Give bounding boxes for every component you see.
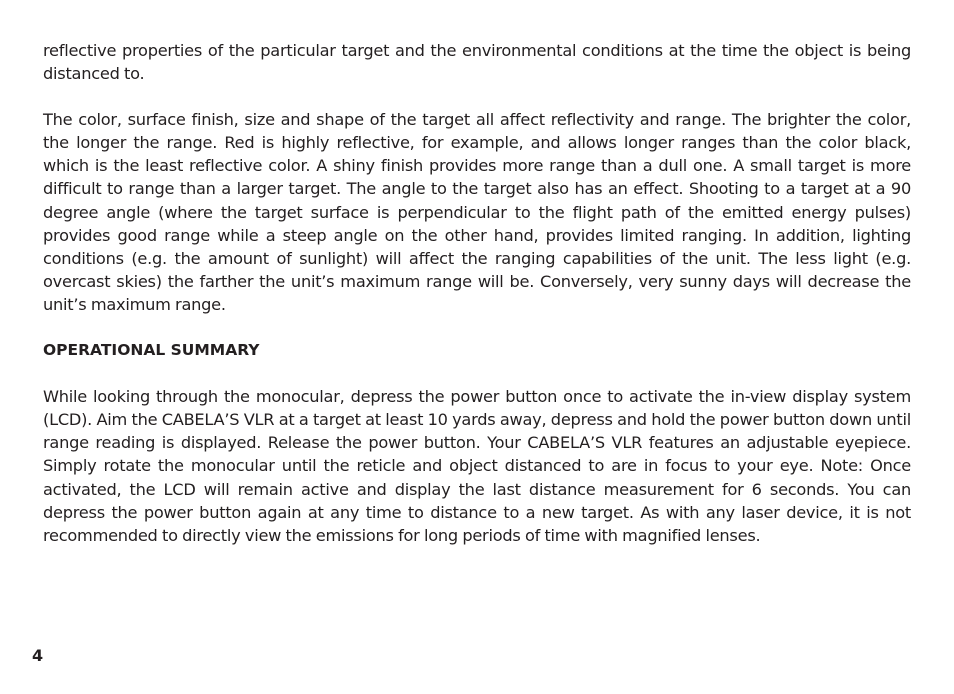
page-number: 4 (32, 646, 44, 665)
paragraph-operational-summary: While looking through the monocular, depress the power button once to activate the in-view display system (LCD). Aim the CABELA’S VLR at a target at least 10 yards away, depress and hold the power button down until range reading is displayed. Release the power button. Your CABELA’S VLR features an adjustable eyepiece. Simply rotate the monocular until the reticle and object distanced to are in focus to your eye. Note: Once activated, the LCD will remain active and display the last distance measurement for 6 seconds. You can depress the power button again at any time to distance to a new target. As with any laser device, it is not recommended to directly view the emissions for long periods of time with magnified lenses. (43, 387, 911, 545)
paragraph-reflective-properties: reflective properties of the particular target and the environmental conditions at the time the object is being distanced to. (43, 41, 911, 84)
page-content (43, 39, 911, 547)
paragraph-target-reflectivity: The color, surface finish, size and shape of the target all affect reflectivity and range. The brighter the color, the longer the range. Red is highly reflective, for example, and allows longer ranges than the color black, which is the least reflective color. A shiny finish provides more range than a dull one. A small target is more difficult to range than a larger target. The angle to the target also has an effect. Shooting to a target at a 90 degree angle (where the target surface is perpendicular to the flight path of the emitted energy pulses) provides good range while a steep angle on the other hand, provides limited ranging. In addition, lighting conditions (e.g. the amount of sunlight) will affect the ranging capabilities of the unit. The less light (e.g. overcast skies) the farther the unit’s maximum range will be. Conversely, very sunny days will decrease the unit’s maximum range. (43, 110, 911, 314)
section-heading-operational-summary: OPERATIONAL SUMMARY (43, 341, 260, 360)
